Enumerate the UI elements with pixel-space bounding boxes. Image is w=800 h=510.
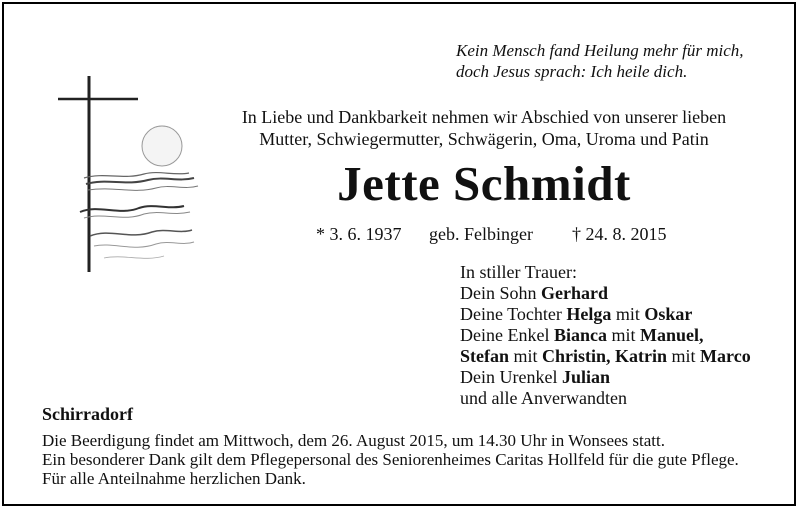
mourners-heading: In stiller Trauer: [460, 262, 577, 282]
mourner-name: Marco [700, 346, 751, 366]
mourner-name: Gerhard [541, 283, 608, 303]
mourner-name: Julian [561, 367, 610, 387]
mourner-name: Helga [566, 304, 612, 324]
conjunction: mit [611, 325, 636, 345]
mourners-list [460, 262, 790, 409]
relation-label: Dein Sohn [460, 283, 537, 303]
intro-line: In Liebe und Dankbarkeit nehmen wir Abschied von unserer lieben [241, 107, 727, 127]
intro-text [184, 106, 784, 150]
closing-text [42, 431, 792, 488]
list-item [460, 304, 790, 325]
conjunction: mit [513, 346, 538, 366]
list-item [460, 346, 790, 367]
funeral-info: Die Beerdigung findet am Mittwoch, dem 26. August 2015, um 14.30 Uhr in Wonsees statt. [42, 431, 665, 450]
death-date: † 24. 8. 2015 [572, 224, 667, 244]
place-name: Schirradorf [42, 404, 133, 424]
mourner-name: Bianca [553, 325, 607, 345]
maiden-name: geb. Felbinger [429, 224, 533, 244]
obituary-notice [2, 2, 796, 506]
list-item [460, 367, 790, 388]
thanks-all: Für alle Anteilnahme herzlichen Dank. [42, 469, 306, 488]
quote-line: doch Jesus sprach: Ich heile dich. [456, 62, 688, 81]
birth-date: * 3. 6. 1937 [316, 224, 402, 244]
quote-line: Kein Mensch fand Heilung mehr für mich, [456, 41, 744, 60]
thanks-care: Ein besonderer Dank gilt dem Pflegepersonal des Seniorenheimes Caritas Hollfeld für die gute Pflege. [42, 450, 739, 469]
intro-line: Mutter, Schwiegermutter, Schwägerin, Oma, Uroma und Patin [259, 129, 709, 149]
cross-landscape-icon [44, 76, 204, 276]
list-item: und alle Anverwandten [460, 388, 627, 408]
mourner-name: Christin, [542, 346, 611, 366]
relation-label: Dein Urenkel [460, 367, 558, 387]
list-item [460, 325, 790, 346]
bible-quote [456, 40, 796, 82]
list-item [460, 283, 790, 304]
mourner-name: Katrin [615, 346, 668, 366]
mourner-name: Stefan [460, 346, 509, 366]
mourner-name: Oskar [644, 304, 693, 324]
conjunction: mit [671, 346, 696, 366]
mourner-name: Manuel, [640, 325, 704, 345]
relation-label: Deine Tochter [460, 304, 562, 324]
relation-label: Deine Enkel [460, 325, 550, 345]
deceased-name: Jette Schmidt [337, 156, 631, 211]
conjunction: mit [615, 304, 640, 324]
